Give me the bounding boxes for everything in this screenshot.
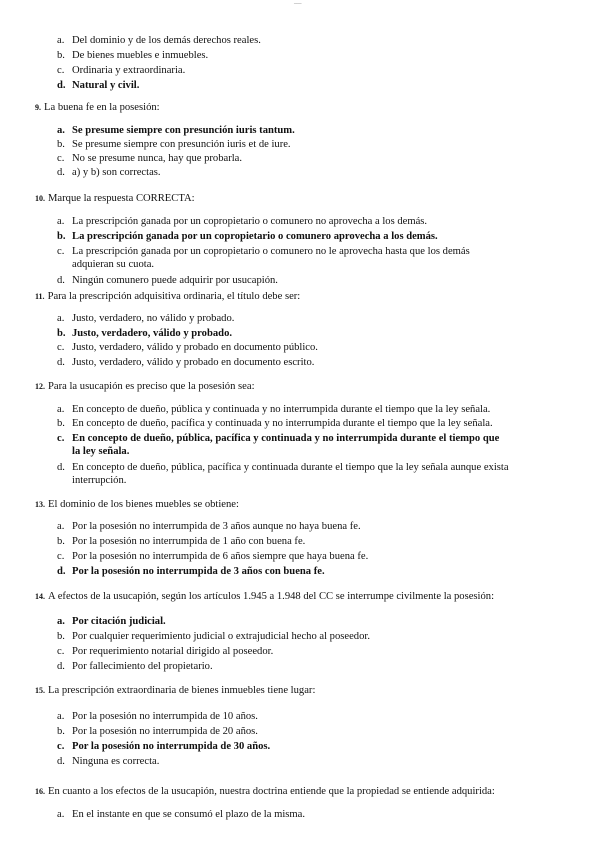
question-12-option: [57, 461, 509, 487]
question-13: [35, 498, 239, 511]
option-text: No se presume nunca, hay que probarla.: [72, 153, 243, 164]
option-text-continued: interrupción.: [72, 475, 127, 486]
question-text: A efectos de la usucapión, según los artículos 1.945 a 1.948 del CC se interrumpe civilmente la posesión:: [48, 591, 495, 602]
question-text: Marque la respuesta CORRECTA:: [48, 193, 195, 204]
question-15-option: [57, 740, 270, 753]
question-14-option: [57, 615, 166, 628]
question-number: 14.: [35, 592, 45, 601]
option-letter: b.: [57, 418, 65, 429]
question-15-option: [57, 755, 159, 768]
option-text: Por la posesión no interrumpida de 1 año con buena fe.: [72, 536, 306, 547]
prev-question-option: [57, 79, 139, 92]
option-letter: c.: [57, 153, 65, 164]
option-letter: c.: [57, 551, 65, 562]
prev-question-option: [57, 64, 185, 77]
option-letter: a.: [57, 616, 65, 627]
option-text: En concepto de dueño, pública, pacífica y continuada durante el tiempo que la ley señala aunque exista: [72, 462, 509, 473]
question-15-option: [57, 710, 258, 723]
option-letter: a.: [57, 35, 65, 46]
option-letter: d.: [57, 661, 65, 672]
option-text: Justo, verdadero, válido y probado.: [72, 328, 233, 339]
question-11: [35, 290, 300, 303]
option-text: Se presume siempre con presunción iuris et de iure.: [72, 139, 291, 150]
question-text: El dominio de los bienes muebles se obtiene:: [48, 499, 239, 510]
option-letter: d.: [57, 462, 65, 473]
option-text: Por la posesión no interrumpida de 3 años aunque no haya buena fe.: [72, 521, 361, 532]
option-text: Por la posesión no interrumpida de 3 años con buena fe.: [72, 566, 325, 577]
question-13-option: [57, 520, 361, 533]
option-text: Justo, verdadero, válido y probado en documento público.: [72, 342, 318, 353]
option-text-continued: la ley señala.: [72, 446, 130, 457]
question-number: 13.: [35, 500, 45, 509]
option-letter: a.: [57, 313, 65, 324]
option-text: La prescripción ganada por un copropietario o comunero no aprovecha a los demás.: [72, 216, 428, 227]
question-number: 16.: [35, 787, 45, 796]
option-text: Se presume siempre con presunción iuris tantum.: [72, 125, 295, 136]
option-text: La prescripción ganada por un copropietario o comunero no le aprovecha hasta que los demás: [72, 246, 470, 257]
question-9-option: [57, 124, 295, 137]
option-text: Natural y civil.: [72, 80, 140, 91]
question-10: [35, 192, 195, 205]
option-text: Por fallecimiento del propietario.: [72, 661, 213, 672]
option-text: Justo, verdadero, no válido y probado.: [72, 313, 235, 324]
question-number: 12.: [35, 382, 45, 391]
question-13-option: [57, 565, 325, 578]
option-letter: c.: [57, 741, 65, 752]
option-letter: d.: [57, 80, 66, 91]
option-text: En concepto de dueño, pacífica y continuada y no interrumpida durante el tiempo que la ley señala.: [72, 418, 493, 429]
option-text: Por la posesión no interrumpida de 6 años siempre que haya buena fe.: [72, 551, 369, 562]
option-letter: a.: [57, 809, 65, 820]
option-letter: c.: [57, 646, 65, 657]
option-letter: b.: [57, 328, 66, 339]
option-text: Ningún comunero puede adquirir por usucapión.: [72, 275, 278, 286]
question-14-option: [57, 630, 370, 643]
option-letter: a.: [57, 521, 65, 532]
question-number: 11.: [35, 292, 45, 301]
page-top-mark: ___: [294, 0, 302, 5]
option-text: Por la posesión no interrumpida de 20 años.: [72, 726, 258, 737]
question-9-option: [57, 152, 242, 165]
question-number: 9.: [35, 103, 41, 112]
question-12-option: [57, 432, 499, 458]
prev-question-option: [57, 49, 208, 62]
question-number: 10.: [35, 194, 45, 203]
question-text: La prescripción extraordinaria de bienes inmuebles tiene lugar:: [48, 685, 316, 696]
question-13-option: [57, 535, 305, 548]
option-text: En concepto de dueño, pública, pacífica y continuada y no interrumpida durante el tiempo que: [72, 433, 500, 444]
question-14: [35, 590, 494, 603]
question-15-option: [57, 725, 258, 738]
option-text: Ordinaria y extraordinaria.: [72, 65, 186, 76]
option-letter: b.: [57, 139, 65, 150]
option-text: Del dominio y de los demás derechos reales.: [72, 35, 261, 46]
question-14-option: [57, 645, 273, 658]
option-text: Por citación judicial.: [72, 616, 166, 627]
option-text: Justo, verdadero, válido y probado en documento escrito.: [72, 357, 315, 368]
question-10-option: [57, 230, 438, 243]
question-11-option: [57, 341, 318, 354]
option-letter: d.: [57, 566, 66, 577]
prev-question-option: [57, 34, 261, 47]
option-text: Por cualquier requerimiento judicial o extrajudicial hecho al poseedor.: [72, 631, 370, 642]
option-text: Por la posesión no interrumpida de 10 años.: [72, 711, 258, 722]
question-11-option: [57, 312, 234, 325]
option-letter: d.: [57, 275, 65, 286]
option-letter: d.: [57, 756, 65, 767]
question-10-option: [57, 274, 278, 287]
question-text: La buena fe en la posesión:: [44, 102, 160, 113]
question-12-option: [57, 403, 490, 416]
question-10-option: [57, 245, 470, 271]
question-9-option: [57, 138, 291, 151]
question-9: [35, 101, 160, 114]
option-letter: c.: [57, 433, 65, 444]
question-13-option: [57, 550, 368, 563]
question-text: Para la usucapión es preciso que la posesión sea:: [48, 381, 255, 392]
option-letter: c.: [57, 342, 65, 353]
question-12: [35, 380, 255, 393]
option-letter: b.: [57, 536, 65, 547]
option-letter: b.: [57, 726, 65, 737]
option-text: Por requerimiento notarial dirigido al poseedor.: [72, 646, 274, 657]
question-14-option: [57, 660, 213, 673]
option-text: a) y b) son correctas.: [72, 167, 161, 178]
question-10-option: [57, 215, 427, 228]
option-letter: d.: [57, 357, 65, 368]
option-text: Ninguna es correcta.: [72, 756, 160, 767]
option-text: En el instante en que se consumó el plazo de la misma.: [72, 809, 305, 820]
option-letter: c.: [57, 246, 65, 257]
option-letter: b.: [57, 231, 66, 242]
question-9-option: [57, 166, 161, 179]
option-letter: c.: [57, 65, 65, 76]
question-11-option: [57, 356, 314, 369]
option-letter: a.: [57, 125, 65, 136]
option-letter: a.: [57, 404, 65, 415]
option-letter: a.: [57, 711, 65, 722]
question-16-option: [57, 808, 305, 821]
option-text: De bienes muebles e inmuebles.: [72, 50, 209, 61]
question-11-option: [57, 327, 232, 340]
option-text: La prescripción ganada por un copropietario o comunero aprovecha a los demás.: [72, 231, 438, 242]
option-text: Por la posesión no interrumpida de 30 años.: [72, 741, 271, 752]
question-text: Para la prescripción adquisitiva ordinaria, el título debe ser:: [47, 291, 301, 302]
question-12-option: [57, 417, 493, 430]
question-16: [35, 785, 495, 798]
option-text: En concepto de dueño, pública y continuada y no interrumpida durante el tiempo que la ley señala.: [72, 404, 491, 415]
option-text-continued: adquieran su cuota.: [72, 259, 155, 270]
question-number: 15.: [35, 686, 45, 695]
question-15: [35, 684, 315, 697]
option-letter: d.: [57, 167, 65, 178]
question-text: En cuanto a los efectos de la usucapión, nuestra doctrina entiende que la propiedad se entiende adquirida:: [48, 786, 495, 797]
option-letter: b.: [57, 50, 65, 61]
option-letter: b.: [57, 631, 65, 642]
option-letter: a.: [57, 216, 65, 227]
